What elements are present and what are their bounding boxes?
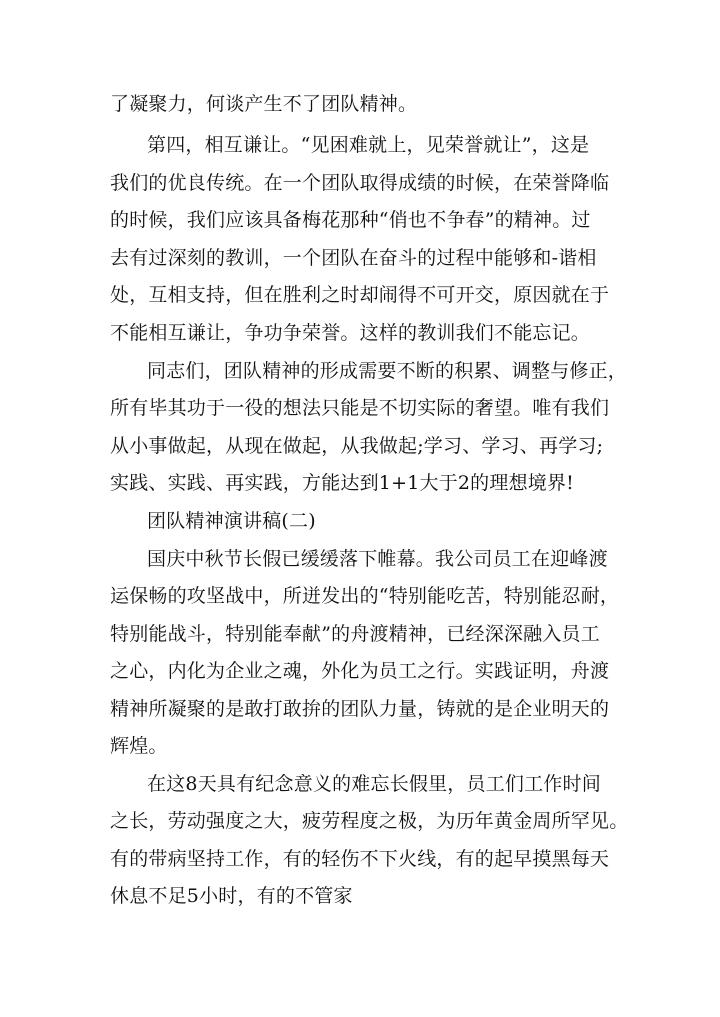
paragraph-line: 之心，内化为企业之魂，外化为员工之行。实践证明，舟渡 [110,660,610,682]
paragraph-line: 去有过深刻的教训，一个团队在奋斗的过程中能够和-谐相 [110,247,597,269]
paragraph-line: 运保畅的攻坚战中，所迸发出的“特别能吃苦，特别能忍耐， [110,585,620,607]
paragraph-line: 第四，相互谦让。“见困难就上，见荣誉就让”，这是 [147,134,590,156]
paragraph-line: 所有毕其功于一役的想法只能是不切实际的奢望。唯有我们 [110,397,610,419]
section-heading: 团队精神演讲稿(二) [147,510,316,532]
paragraph-line: 我们的优良传统。在一个团队取得成绩的时候，在荣誉降临 [110,172,610,194]
paragraph-line: 从小事做起，从现在做起，从我做起;学习、学习、再学习; [110,435,604,457]
paragraph-line: 处，互相支持，但在胜利之时却闹得不可开交，原因就在于 [110,284,610,306]
paragraph-line: 辉煌。 [110,735,168,757]
paragraph-line: 特别能战斗，特别能奉献”的舟渡精神，已经深深融入员工 [110,623,600,645]
paragraph-line: 之长，劳动强度之大，疲劳程度之极，为历年黄金周所罕见。 [110,810,629,832]
paragraph-line: 的时候，我们应该具备梅花那种“俏也不争春”的精神。过 [110,209,591,231]
paragraph-line: 不能相互谦让，争功争荣誉。这样的教训我们不能忘记。 [110,322,591,344]
paragraph-line: 了凝聚力，何谈产生不了团队精神。 [110,93,418,115]
paragraph-line: 国庆中秋节长假已缓缓落下帷幕。我公司员工在迎峰渡 [147,548,608,570]
paragraph-line: 有的带病坚持工作，有的轻伤不下火线，有的起早摸黑每天 [110,848,610,870]
paragraph-line: 实践、实践、再实践，方能达到1+1大于2的理想境界! [110,472,575,494]
paragraph-line: 精神所凝聚的是敢打敢拚的团队力量，铸就的是企业明天的 [110,698,610,720]
paragraph-line: 同志们，团队精神的形成需要不断的积累、调整与修正， [147,360,628,382]
paragraph-line: 在这8天具有纪念意义的难忘长假里，员工们工作时间 [147,773,601,795]
paragraph-line: 休息不足5小时，有的不管家 [110,885,353,907]
